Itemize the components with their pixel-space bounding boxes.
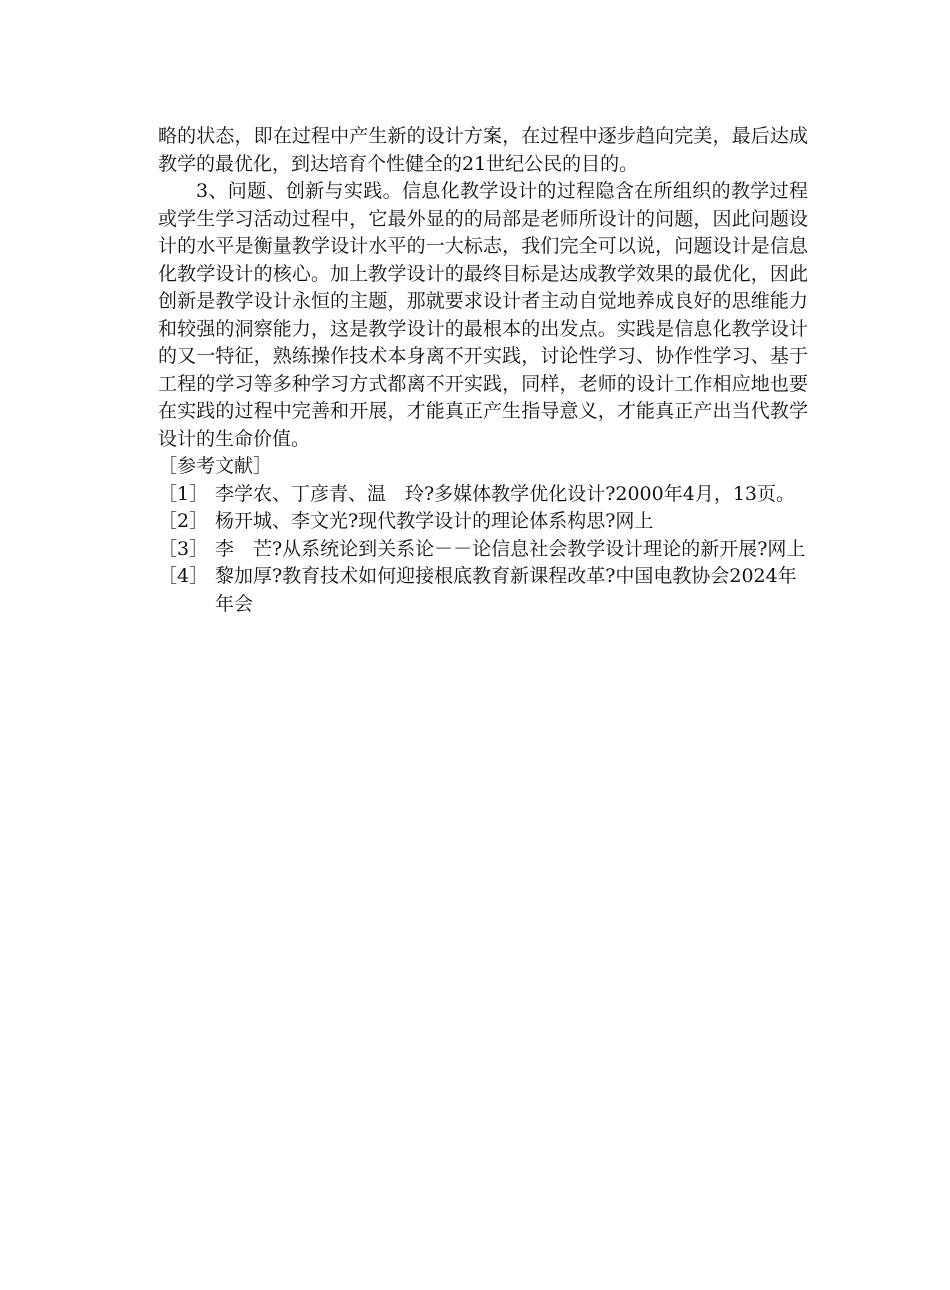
reference-item: [158, 508, 808, 536]
reference-text: 杨开城、李文光?现代教学设计的理论体系构思?网上: [215, 510, 654, 532]
reference-item: [158, 481, 808, 509]
reference-number: ［3］: [158, 537, 209, 560]
reference-text: 李 芒?从系统论到关系论－－论信息社会教学设计理论的新开展?网上: [215, 537, 806, 560]
reference-item: [158, 563, 808, 618]
body-paragraph-problem-innovation-practice: 3、问题、创新与实践。信息化教学设计的过程隐含在所组织的教学过程或学生学习活动过程中，它最外显的的局部是老师所设计的问题，因此问题设计的水平是衡量教学设计水平的一大标志，我们完全可以说，问题设计是信息化教学设计的核心。加上教学设计的最终目标是达成教学效果的最优化，因此创新是教学设计永恒的主题，那就要求设计者主动自觉地养成良好的思维能力和较强的洞察能力，这是教学设计的最根本的出发点。实践是信息化教学设计的又一特征，熟练操作技术本身离不开实践，讨论性学习、协作性学习、基于工程的学习等多种学习方式都离不开实践，同样，老师的设计工作相应地也要在实践的过程中完善和开展，才能真正产生指导意义，才能真正产出当代教学设计的生命价值。: [158, 180, 808, 450]
reference-text: 李学农、丁彦青、温 玲?多媒体教学优化设计?2000年4月，13页。: [215, 482, 795, 505]
references-heading: ［参考文献］: [158, 455, 273, 477]
reference-list: [158, 481, 808, 619]
body-paragraph-continuation: 略的状态，即在过程中产生新的设计方案，在过程中逐步趋向完美，最后达成教学的最优化，到达培育个性健全的21世纪公民的目的。: [158, 125, 808, 175]
reference-number: ［2］: [158, 510, 209, 532]
reference-item: [158, 536, 808, 564]
reference-text: 黎加厚?教育技术如何迎接根底教育新课程改革?中国电教协会2024年年会: [215, 565, 797, 615]
reference-number: ［4］: [158, 565, 209, 587]
reference-number: ［1］: [158, 482, 209, 505]
document-page: [158, 123, 808, 618]
